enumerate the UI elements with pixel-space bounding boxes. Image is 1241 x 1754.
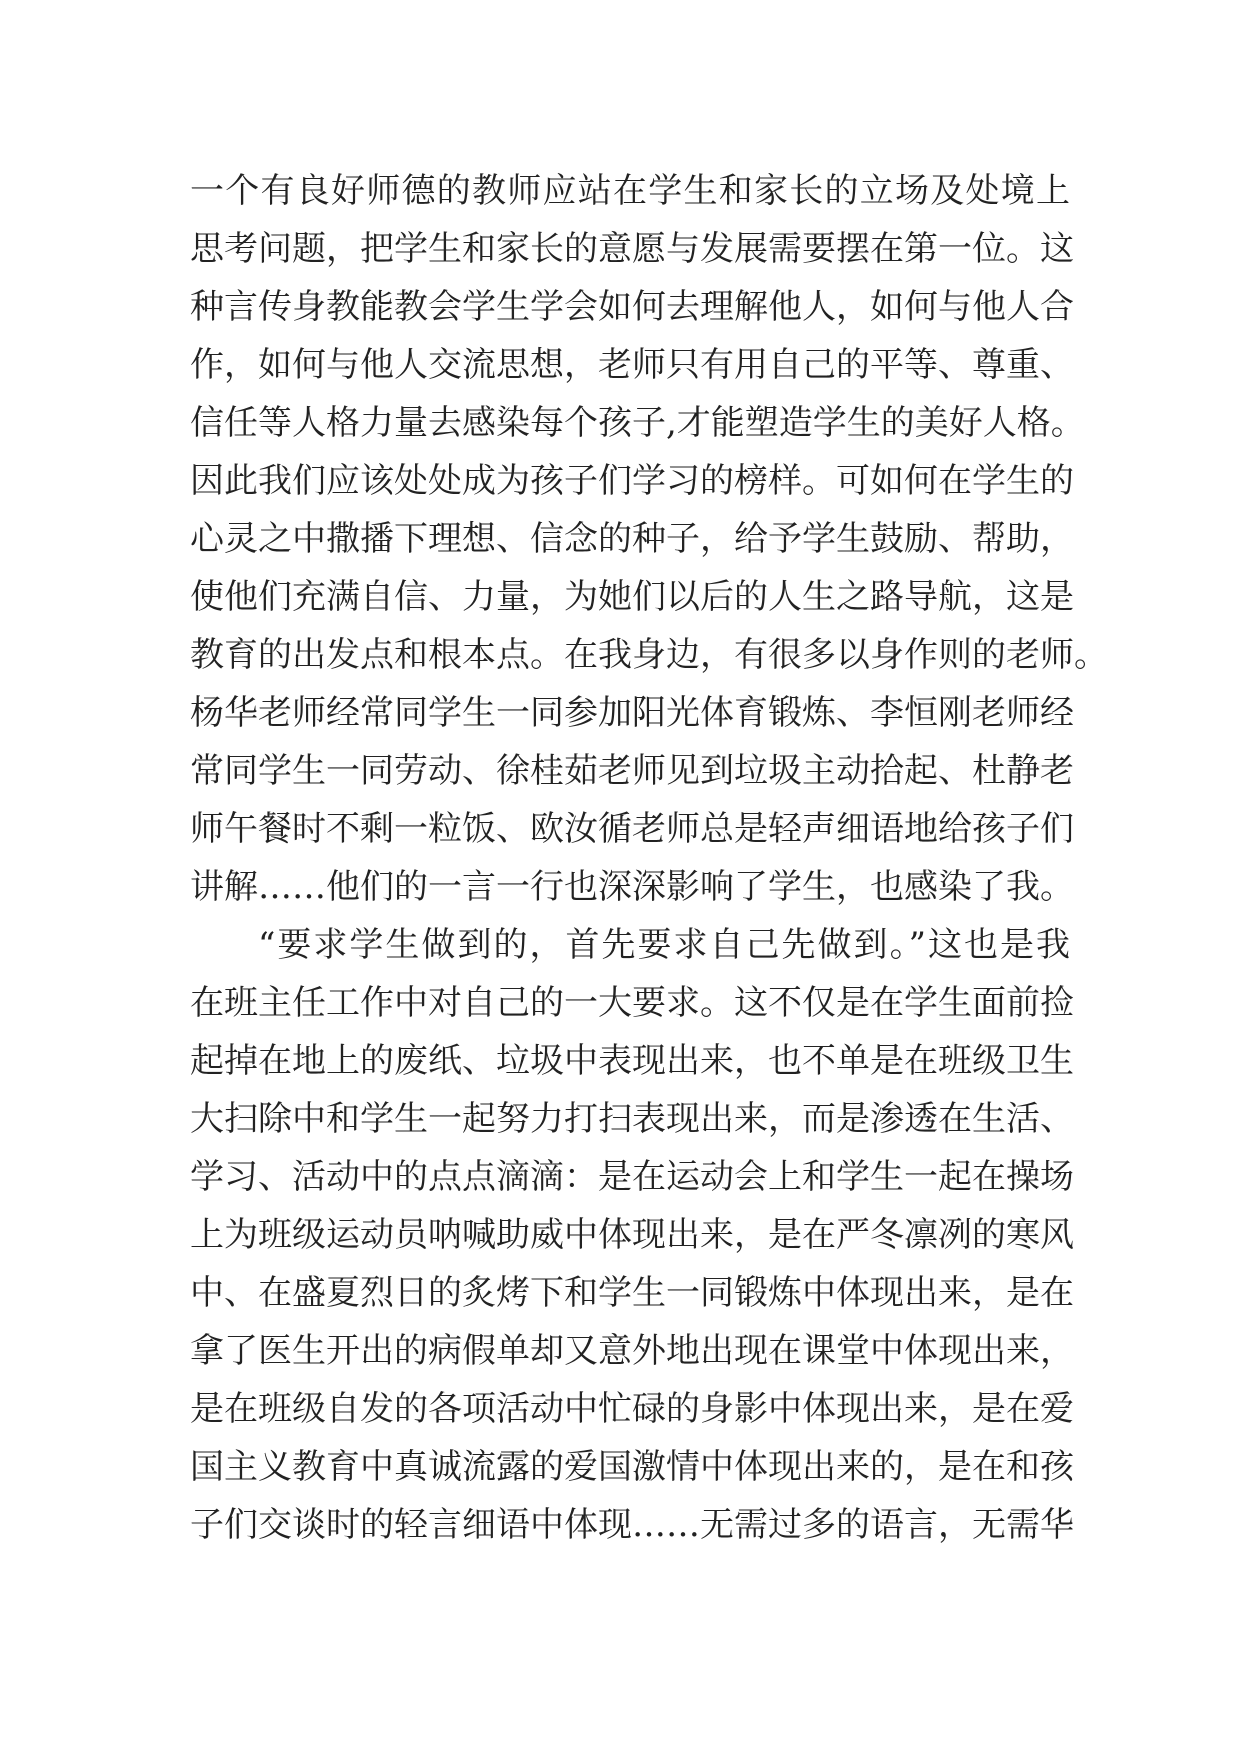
text-line: 拿了医生开出的病假单却又意外地出现在课堂中体现出来， <box>190 1331 1074 1371</box>
text-line: 国主义教育中真诚流露的爱国激情中体现出来的，是在和孩 <box>190 1447 1074 1487</box>
text-line: 心灵之中撒播下理想、信念的种子，给予学生鼓励、帮助， <box>190 519 1074 559</box>
text-line: 是在班级自发的各项活动中忙碌的身影中体现出来，是在爱 <box>190 1389 1074 1429</box>
text-line: 作，如何与他人交流思想，老师只有用自己的平等、尊重、 <box>190 345 1074 385</box>
text-line: 信任等人格力量去感染每个孩子,才能塑造学生的美好人格。 <box>190 403 1085 443</box>
text-line: 子们交谈时的轻言细语中体现……无需过多的语言，无需华 <box>190 1505 1074 1545</box>
paragraph-first-line: “要求学生做到的，首先要求自己先做到。”这也是我 <box>258 925 1070 965</box>
text-line: 思考问题，把学生和家长的意愿与发展需要摆在第一位。这 <box>190 229 1074 269</box>
text-line: 讲解……他们的一言一行也深深影响了学生，也感染了我。 <box>190 867 1074 907</box>
text-line: 常同学生一同劳动、徐桂茹老师见到垃圾主动拾起、杜静老 <box>190 751 1074 791</box>
text-line: 杨华老师经常同学生一同参加阳光体育锻炼、李恒刚老师经 <box>190 693 1074 733</box>
text-line: 学习、活动中的点点滴滴：是在运动会上和学生一起在操场 <box>190 1157 1074 1197</box>
text-line: 因此我们应该处处成为孩子们学习的榜样。可如何在学生的 <box>190 461 1074 501</box>
text-line: 师午餐时不剩一粒饭、欧汝循老师总是轻声细语地给孩子们 <box>190 809 1074 849</box>
text-line: 使他们充满自信、力量，为她们以后的人生之路导航，这是 <box>190 577 1074 617</box>
text-line: 教育的出发点和根本点。在我身边，有很多以身作则的老师。 <box>190 635 1108 675</box>
body-text <box>190 162 1108 1554</box>
text-line: 种言传身教能教会学生学会如何去理解他人，如何与他人合 <box>190 287 1074 327</box>
text-line: 在班主任工作中对自己的一大要求。这不仅是在学生面前捡 <box>190 983 1074 1023</box>
text-line: 大扫除中和学生一起努力打扫表现出来，而是渗透在生活、 <box>190 1099 1074 1139</box>
text-line: 上为班级运动员呐喊助威中体现出来，是在严冬凛冽的寒风 <box>190 1215 1074 1255</box>
text-line: 一个有良好师德的教师应站在学生和家长的立场及处境上 <box>190 171 1070 211</box>
text-line: 中、在盛夏烈日的炙烤下和学生一同锻炼中体现出来，是在 <box>190 1273 1074 1313</box>
text-line: 起掉在地上的废纸、垃圾中表现出来，也不单是在班级卫生 <box>190 1041 1074 1081</box>
